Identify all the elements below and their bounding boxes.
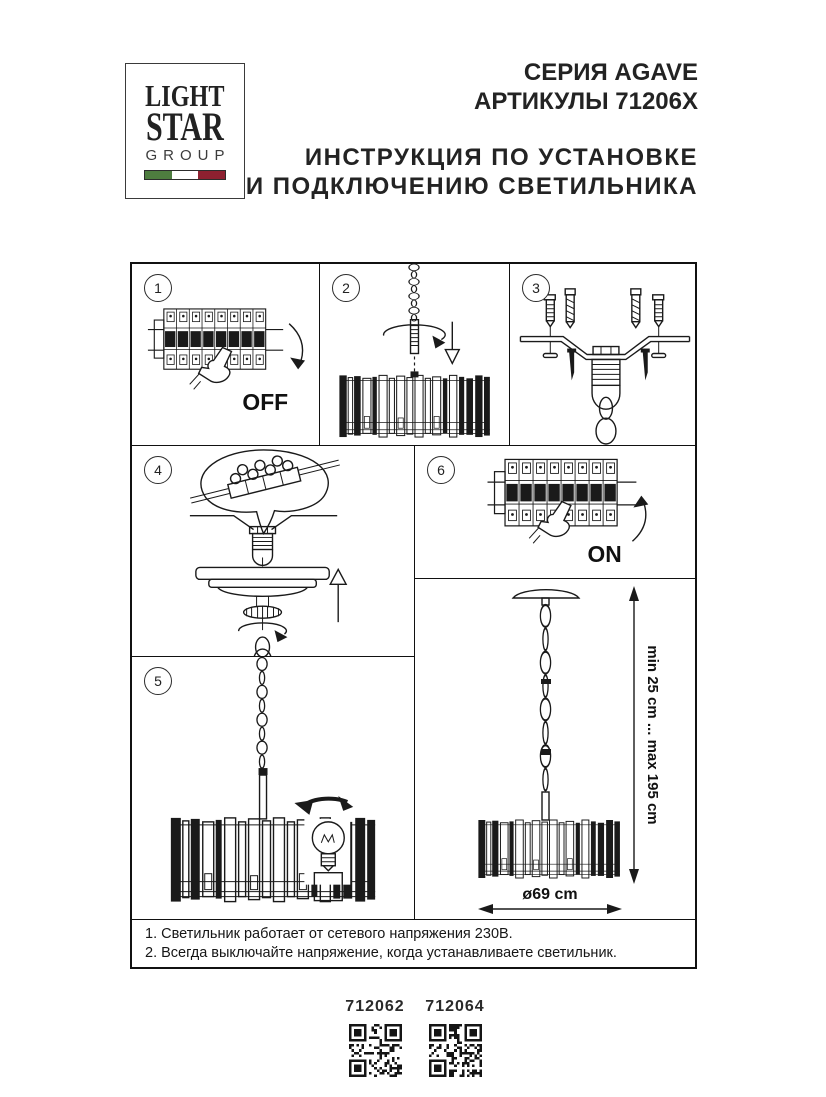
step-5-number: 5 <box>154 673 162 689</box>
step-6-number: 6 <box>437 462 445 478</box>
ceiling-canopy-icon <box>196 567 329 596</box>
article-code-block <box>337 998 413 1082</box>
instruction-grid <box>130 262 697 969</box>
screw-anchor-icon <box>565 289 575 328</box>
chain-icon <box>257 657 267 768</box>
step-4-badge <box>144 456 172 484</box>
off-label: OFF <box>242 389 289 416</box>
step-2-panel <box>320 264 510 446</box>
instruction-title-line1: ИНСТРУКЦИЯ ПО УСТАНОВКЕ <box>304 144 698 171</box>
step-5-badge <box>144 667 172 695</box>
drum-shade-icon <box>478 820 620 878</box>
qr-code-icon <box>429 1024 482 1077</box>
diameter-dimension <box>478 886 622 914</box>
qr-code-icon <box>349 1024 402 1077</box>
chain-icon <box>409 264 419 321</box>
step-2-badge <box>332 274 360 302</box>
height-range-label: min 25 cm ... max 195 cm <box>644 645 661 825</box>
threaded-coupler-icon <box>592 359 620 385</box>
step-1-number: 1 <box>154 280 162 296</box>
logo-group: GROUP <box>145 147 231 164</box>
note-1: 1. Светильник работает от сетевого напряжения 230В. <box>145 926 513 942</box>
screw-icon <box>567 349 576 381</box>
hex-nut-icon <box>593 347 619 355</box>
chain-link-icon <box>596 418 616 444</box>
step-5-illustration <box>132 657 414 919</box>
arrow-down-icon <box>289 324 302 361</box>
diameter-label: ø69 cm <box>522 886 578 903</box>
height-dimension <box>629 586 661 884</box>
terminal-block-icon <box>185 446 341 508</box>
note-2: 2. Всегда выключайте напряжение, когда устанавливаете светильник. <box>145 945 617 961</box>
article-code-block <box>417 998 493 1082</box>
ceiling-line <box>190 516 337 530</box>
step-6-badge <box>427 456 455 484</box>
arrow-up-icon <box>632 505 645 542</box>
step-1-panel <box>132 264 320 446</box>
bolt-icon <box>652 354 666 358</box>
chain-link-icon <box>256 637 270 656</box>
article-code-label: 712064 <box>425 998 485 1015</box>
logo-light: LIGHT <box>145 78 225 113</box>
bolt-icon <box>543 354 557 358</box>
step-5-panel <box>132 657 415 919</box>
step-6-panel <box>415 446 695 579</box>
step-1-badge <box>144 274 172 302</box>
wall-anchor-icon <box>544 295 555 327</box>
step-3-badge <box>522 274 550 302</box>
dimensions-illustration <box>415 579 695 919</box>
step-4-illustration <box>132 446 414 656</box>
lightstar-logo <box>125 63 245 199</box>
rod-icon <box>260 775 267 819</box>
chain-icon <box>540 605 550 790</box>
logo-star: STAR <box>146 104 224 149</box>
article-code-label: 712062 <box>345 998 405 1015</box>
drum-shade-icon <box>339 375 489 437</box>
articles-title: АРТИКУЛЫ 71206X <box>474 88 698 115</box>
knurled-nut-icon <box>244 606 282 618</box>
ceiling-plate-icon <box>513 590 579 598</box>
step-4-panel <box>132 446 415 657</box>
step-2-number: 2 <box>342 280 350 296</box>
mounting-bracket-icon <box>520 337 689 360</box>
on-label: ON <box>587 541 622 568</box>
step-6-illustration circuit-breaker-on-icon <box>415 446 695 578</box>
step-3-panel <box>510 264 695 446</box>
wall-anchor-icon <box>653 295 664 327</box>
dimensions-panel <box>415 579 695 919</box>
instruction-title-line2: И ПОДКЛЮЧЕНИЮ СВЕТИЛЬНИКА <box>245 173 698 200</box>
screw-anchor-icon <box>631 289 641 328</box>
header <box>246 58 698 201</box>
step-3-number: 3 <box>532 280 540 296</box>
rod-icon <box>542 792 549 820</box>
step-4-number: 4 <box>154 462 162 478</box>
screw-icon <box>641 349 650 381</box>
hand-icon <box>538 502 571 537</box>
italian-flag-icon <box>144 170 226 180</box>
series-title: СЕРИЯ AGAVE <box>523 59 698 86</box>
notes-box <box>132 919 695 967</box>
rotate-arrow-icon <box>294 796 353 815</box>
